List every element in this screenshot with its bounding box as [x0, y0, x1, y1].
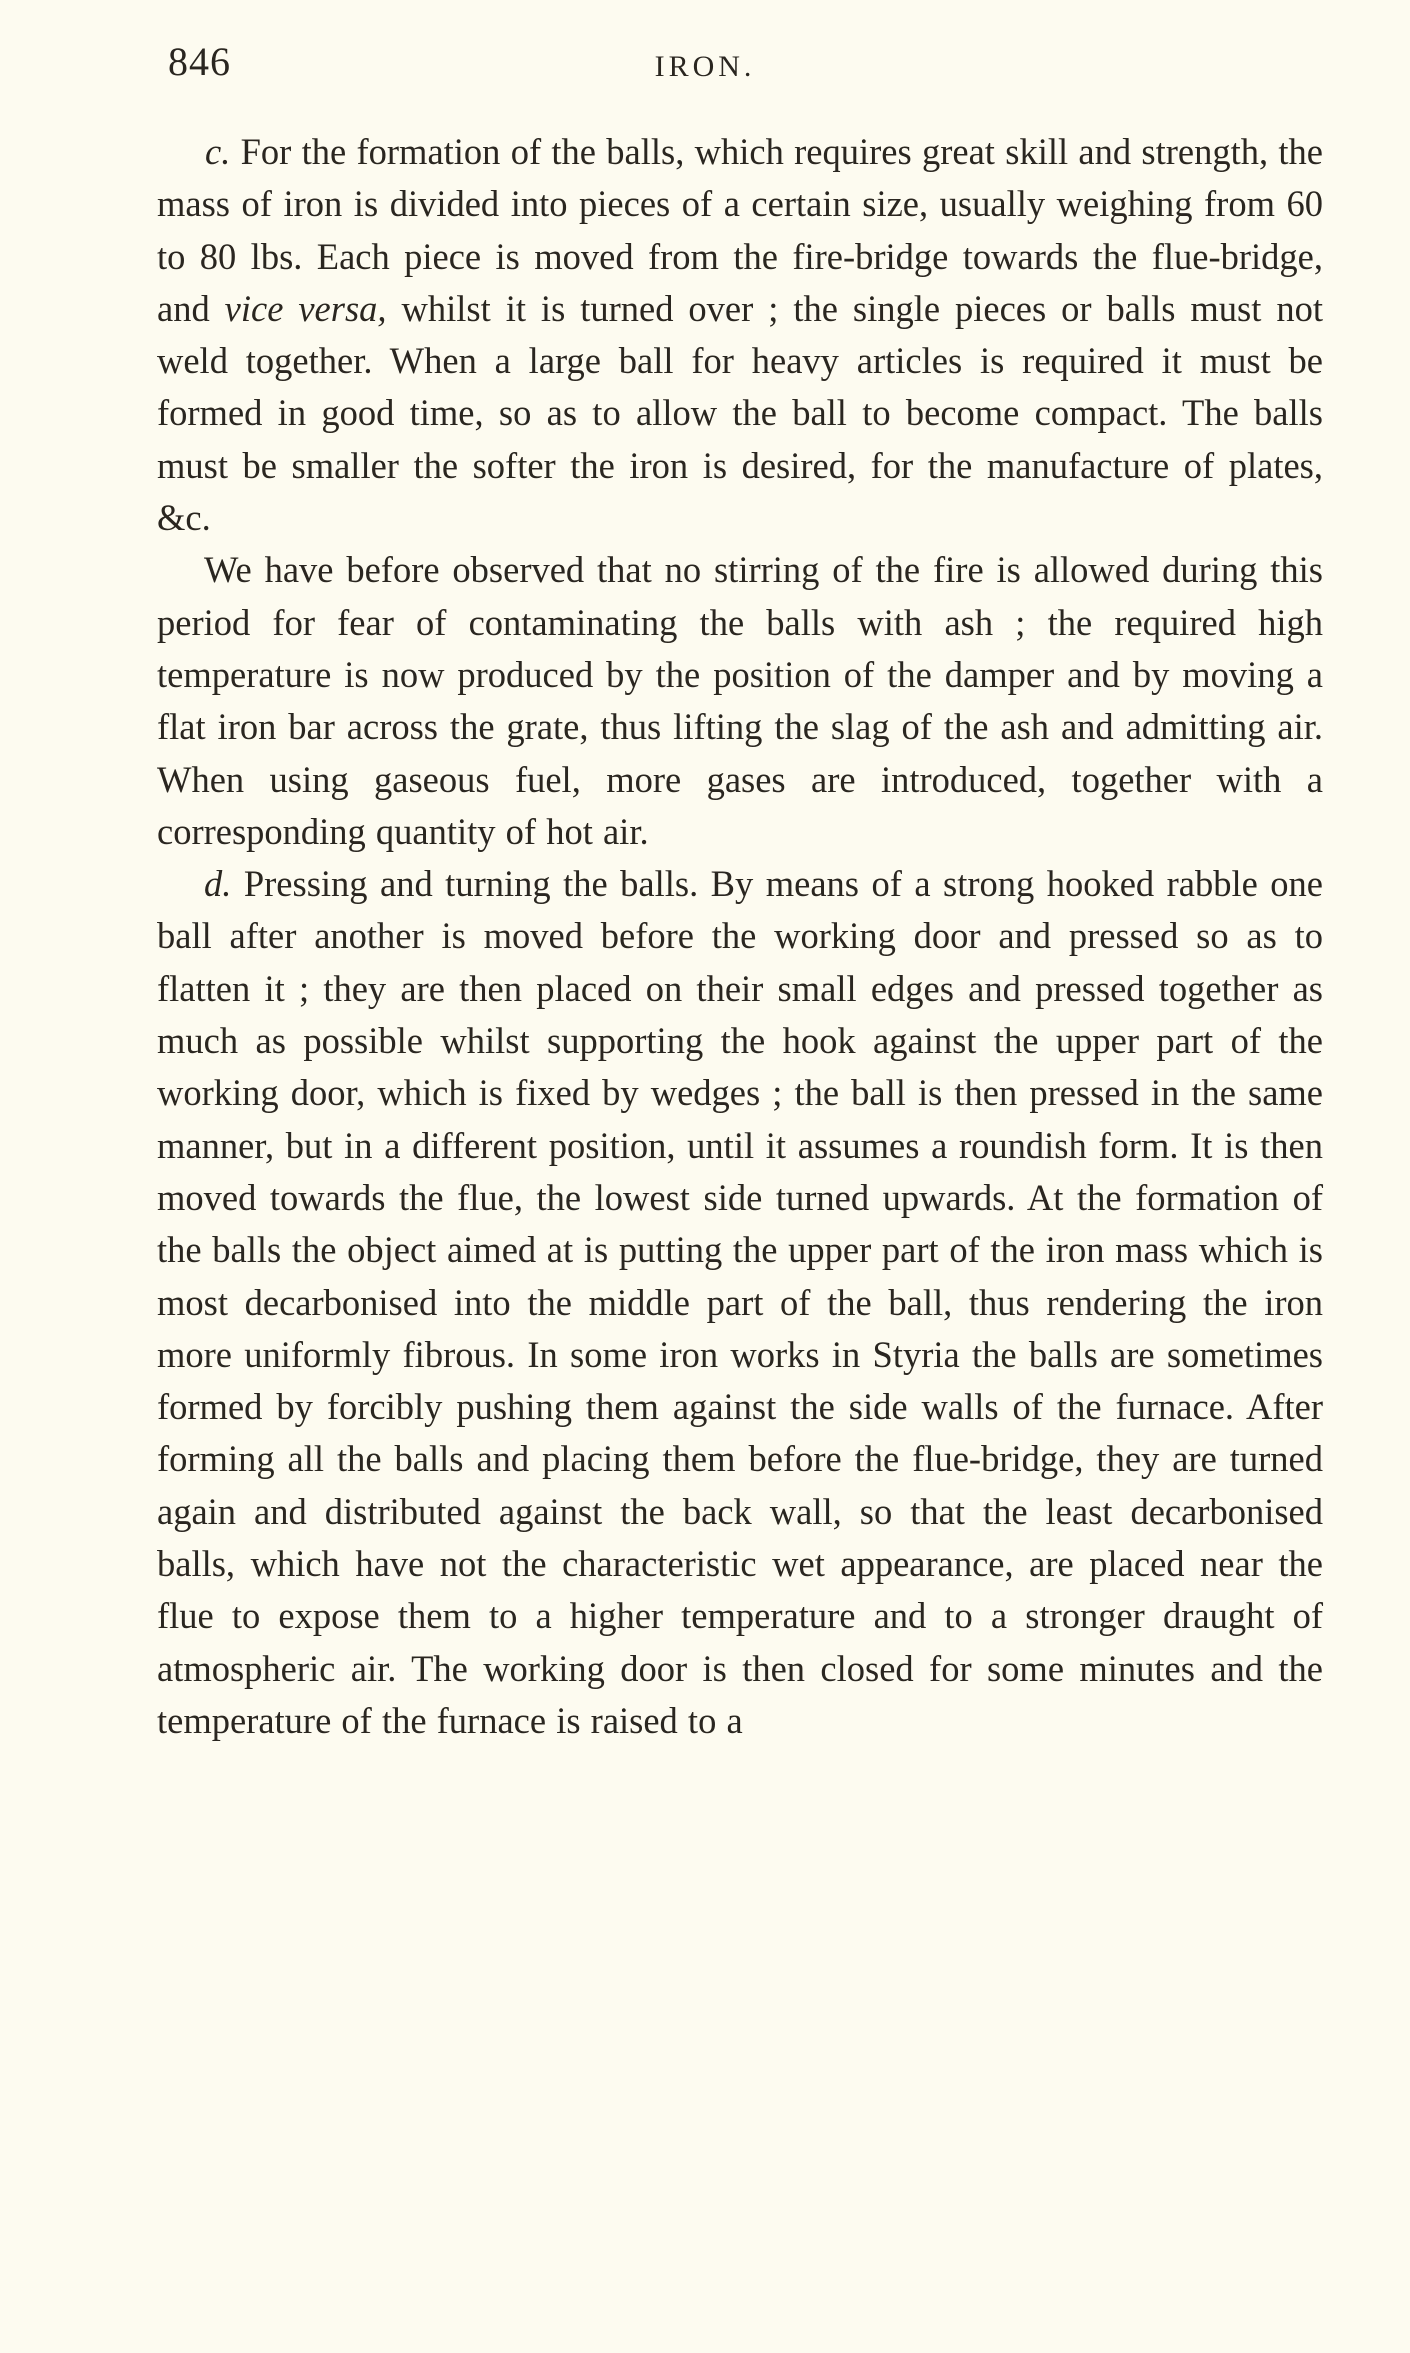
paragraph-text: whilst it is turned over ; the single pieces or balls must not weld together. When a large ball for heavy articles is required it must be formed in good time, so as to allow the ball to become compact. The balls must be smaller the softer the iron is desired, for the manufacture of plates, &c. [157, 287, 1323, 539]
paragraph-text: For the formation of the balls, which requires great skill and strength, the mass of iron is divided into pieces of a certain size, usually weighing from 60 to 80 lbs. Each piece is moved from the fire-bridge towards the flue-bridge, and [157, 131, 1323, 329]
paragraph-d [157, 858, 1323, 1747]
italic-phrase: vice versa, [224, 287, 387, 329]
paragraph-marker: d. [204, 863, 232, 905]
body-text [157, 126, 1323, 1747]
running-head: IRON. [654, 50, 756, 83]
paragraph-text: Pressing and turning the balls. By means of a strong hooked rabble one ball after another is moved before the working door and pressed so as to flatten it ; they are then placed on their small edges and pressed together as much as possible whilst supporting the hook against the upper part of the working door, which is fixed by wedges ; the ball is then pressed in the same manner, but in a different position, until it assumes a roundish form. It is then moved towards the flue, the lowest side turned upwards. At the formation of the balls the object aimed at is putting the upper part of the iron mass which is most decarbonised into the middle part of the ball, thus rendering the iron more uniformly fibrous. In some iron works in Styria the balls are sometimes formed by forcibly pushing them against the side walls of the furnace. After forming all the balls and placing them before the flue-bridge, they are turned again and distributed against the back wall, so that the least decarbonised balls, which have not the characteristic wet appearance, are placed near the flue to expose them to a higher temperature and to a stronger draught of atmospheric air. The working door is then closed for some minutes and the temperature of the furnace is raised to a [157, 863, 1323, 1741]
paragraph-stirring [157, 544, 1323, 858]
page-number: 846 [168, 39, 231, 84]
paragraph-c [157, 126, 1323, 544]
paragraph-text: We have before observed that no stirring of the fire is allowed during this period for fear of contaminating the balls with ash ; the required high temperature is now produced by the position of the damper and by moving a flat iron bar across the grate, thus lifting the slag of the ash and admitting air. When using gaseous fuel, more gases are introduced, together with a corresponding quantity of hot air. [157, 549, 1323, 852]
paragraph-marker: c. [205, 131, 231, 172]
